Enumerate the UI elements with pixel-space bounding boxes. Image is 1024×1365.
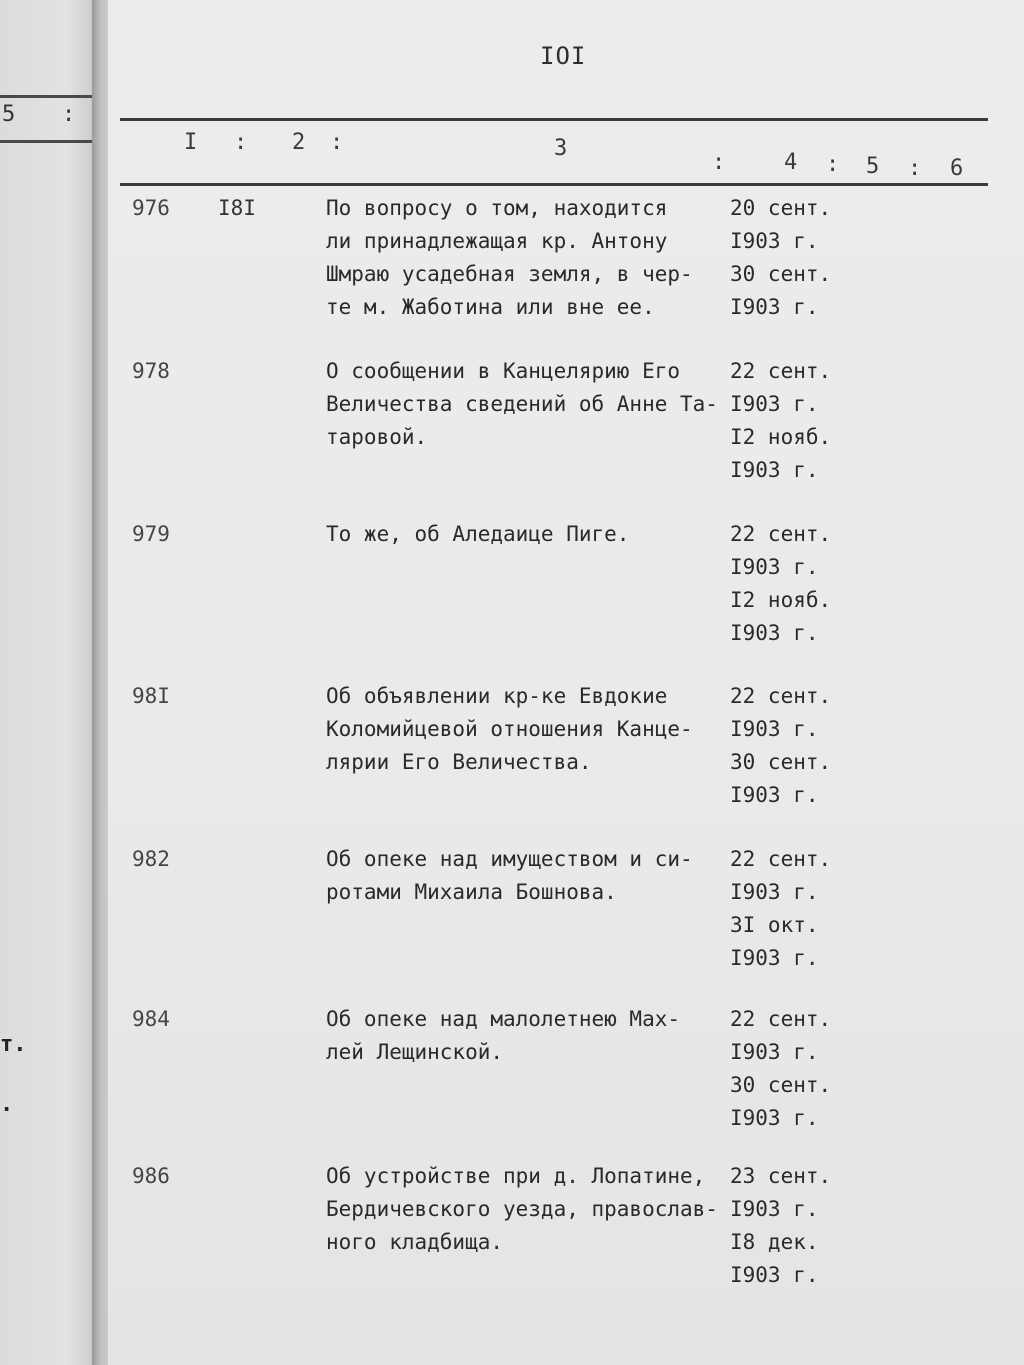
entry-number: 979 [132,522,170,546]
entry-dates [730,518,831,650]
entry-date-line: I903 г. [730,880,819,904]
entry-title-line: лярии Его Величества. [326,750,592,774]
entry-title [326,192,726,324]
left-page-column-separator: : [62,102,76,127]
entry-date-line: I903 г. [730,946,819,970]
left-page-header-rule [0,140,92,143]
column-separator: : [712,150,726,175]
entry-title [326,1160,726,1259]
entry-number: 978 [132,359,170,383]
entry-number: 976 [132,196,170,220]
entry-date-line: I2 нояб. [730,425,832,449]
left-page-top-rule [0,95,92,98]
entry-date-line: I903 г. [730,229,819,253]
entry-date-line: I903 г. [730,555,819,579]
entry-title-line: Об объявлении кр-ке Евдокие [326,684,668,708]
entry-reference: I8I [218,196,256,220]
entry-date-line: 20 сент. [730,196,832,220]
entry-title-line: те м. Жаботина или вне ее. [326,295,655,319]
column-separator: : [908,156,922,181]
entry-number: 984 [132,1007,170,1031]
entry-date-line: 22 сент. [730,847,832,871]
entry-date-line: I903 г. [730,392,819,416]
header-bottom-rule [120,183,988,186]
entry-dates [730,1160,831,1292]
entry-title-line: Об устройстве при д. Лопатине, [326,1164,706,1188]
column-header-2: 2 [292,130,306,155]
entry-date-line: I903 г. [730,1263,819,1287]
entry-title [326,680,726,779]
entry-number: 98I [132,684,170,708]
entry-date-line: I903 г. [730,1040,819,1064]
page-number: IOI [540,42,587,70]
entry-title-line: Об опеке над имуществом и си- [326,847,693,871]
entry-date-line: I903 г. [730,783,819,807]
entry-date-line: 22 сент. [730,522,832,546]
entry-date-line: 3I окт. [730,913,819,937]
left-page-fragment: . [0,1092,14,1117]
left-page-fragment: т. [0,1032,27,1057]
entry-dates [730,192,831,324]
entry-title-line: По вопросу о том, находится [326,196,668,220]
entry-date-line: I903 г. [730,458,819,482]
entry-title-line: То же, об Аледаице Пиге. [326,522,630,546]
entry-title [326,843,726,909]
entry-dates [730,355,831,487]
left-page-column-5: 5 [2,102,16,127]
entry-date-line: 22 сент. [730,359,832,383]
entry-date-line: 30 сент. [730,750,832,774]
entry-number: 982 [132,847,170,871]
column-separator: : [234,130,248,155]
entry-date-line: 30 сент. [730,262,832,286]
entry-date-line: 22 сент. [730,684,832,708]
entry-date-line: 22 сент. [730,1007,832,1031]
entry-title [326,518,726,551]
column-header-4: 4 [784,150,798,175]
column-header-6: 6 [950,156,964,181]
entry-date-line: 23 сент. [730,1164,832,1188]
entry-title-line: Шмрaю усадебная земля, в чер- [326,262,693,286]
entry-number: 986 [132,1164,170,1188]
entry-title [326,1003,726,1069]
column-header-5: 5 [866,154,880,179]
entry-title-line: Величества сведений об Анне Та- [326,392,718,416]
entry-date-line: I903 г. [730,295,819,319]
entry-date-line: 30 сент. [730,1073,832,1097]
entry-title-line: Об опеке над малолетнею Мах- [326,1007,681,1031]
entry-title-line: ротами Михаила Бошнова. [326,880,617,904]
column-separator: : [826,152,840,177]
entry-title-line: ного кладбища. [326,1230,504,1254]
column-header-3: 3 [554,136,568,161]
entry-title-line: Коломийцевой отношения Канце- [326,717,693,741]
entry-title-line: Бердичевского уезда, православ- [326,1197,718,1221]
previous-page-edge [0,0,98,1365]
column-header-1: I [184,130,198,155]
header-top-rule [120,118,988,121]
entry-title-line: ли принадлежащая кр. Антону [326,229,668,253]
entry-title-line: О сообщении в Канцелярию Его [326,359,681,383]
entry-date-line: I903 г. [730,1106,819,1130]
entry-date-line: I8 дек. [730,1230,819,1254]
entry-date-line: I903 г. [730,621,819,645]
document-page [108,0,1024,1365]
entry-dates [730,843,831,975]
entry-dates [730,1003,831,1135]
entry-title-line: таровой. [326,425,428,449]
entry-date-line: I903 г. [730,1197,819,1221]
entry-date-line: I903 г. [730,717,819,741]
entry-title [326,355,726,454]
entry-title-line: лей Лещинской. [326,1040,504,1064]
entry-dates [730,680,831,812]
column-separator: : [330,130,344,155]
entry-date-line: I2 нояб. [730,588,832,612]
